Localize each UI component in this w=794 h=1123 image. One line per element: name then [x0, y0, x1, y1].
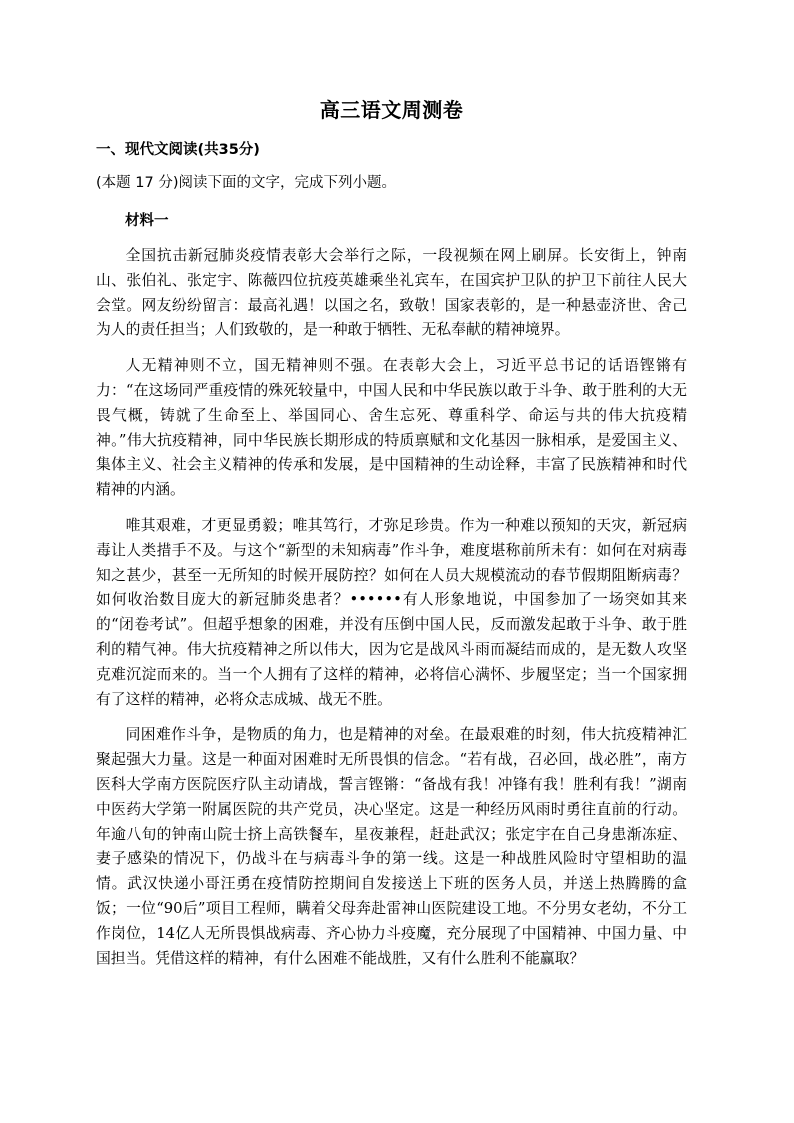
body-paragraph-1: 全国抗击新冠肺炎疫情表彰大会举行之际，一段视频在网上刷屏。长安街上，钟南山、张伯礼、张定宇、陈薇四位抗疫英雄乘坐礼宾车，在国宾护卫队的护卫下前往人民大会堂。网友纷纷留言：最高礼遇！以国之名，致敬！国家表彰的，是一种悬壶济世、舍己为人的责任担当；人们致敬的，是一种敢于牺牲、无私奉献的精神境界。	[96, 247, 687, 339]
body-paragraph-2: 人无精神则不立，国无精神则不强。在表彰大会上，习近平总书记的话语铿锵有力：“在这场同严重疫情的殊死较量中，中国人民和中华民族以敢于斗争、敢于胜利的大无畏气概，铸就了生命至上、举国同心、舍生忘死、尊重科学、命运与共的伟大抗疫精神。”伟大抗疫精神，同中华民族长期形成的特质禀赋和文化基因一脉相承，是爱国主义、集体主义、社会主义精神的传承和发展，是中国精神的生动诠释，丰富了民族精神和时代精神的内涵。	[96, 357, 687, 499]
question-intro: (本题 17 分)阅读下面的文字，完成下列小题。	[96, 175, 396, 191]
body-paragraph-3: 唯其艰难，才更显勇毅；唯其笃行，才弥足珍贵。作为一种难以预知的天灾，新冠病毒让人类措手不及。与这个“新型的未知病毒”作斗争，难度堪称前所未有：如何在对病毒知之甚少，甚至一无所知的时候开展防控？如何在人员大规模流动的春节假期阻断病毒？如何收治数目庞大的新冠肺炎患者？••••••有人形象地说，中国参加了一场突如其来的“闭卷考试”。但超乎想象的困难，并没有压倒中国人民，反而激发起敢于斗争、敢于胜利的精气神。伟大抗疫精神之所以伟大，因为它是战风斗雨而凝结而成的，是无数人攻坚克难沉淀而来的。当一个人拥有了这样的精神，必将信心满怀、步履坚定；当一个国家拥有了这样的精神，必将众志成城、战无不胜。	[96, 516, 687, 708]
page-title: 高三语文周测卷	[319, 98, 464, 122]
section-heading: 一、现代文阅读(共35分)	[96, 142, 260, 158]
material-label: 材料一	[125, 213, 169, 229]
body-paragraph-4: 同困难作斗争，是物质的角力，也是精神的对垒。在最艰难的时刻，伟大抗疫精神汇聚起强大力量。这是一种面对困难时无所畏惧的信念。“若有战，召必回，战必胜”，南方医科大学南方医院医疗队主动请战，誓言铿锵：“备战有我！冲锋有我！胜利有我！”湖南中医药大学第一附属医院的共产党员，决心坚定。这是一种经历风雨时勇往直前的行动。年逾八旬的钟南山院士挤上高铁餐车，星夜兼程，赶赴武汉；张定宇在自己身患渐冻症、妻子感染的情况下，仍战斗在与病毒斗争的第一线。这是一种战胜风险时守望相助的温情。武汉快递小哥汪勇在疫情防控期间自发接送上下班的医务人员，并送上热腾腾的盒饭；一位“90后”项目工程师，瞒着父母奔赴雷神山医院建设工地。不分男女老幼，不分工作岗位，14亿人无所畏惧战病毒、齐心协力斗疫魔，充分展现了中国精神、中国力量、中国担当。凭借这样的精神，有什么困难不能战胜，又有什么胜利不能赢取？	[96, 726, 687, 967]
